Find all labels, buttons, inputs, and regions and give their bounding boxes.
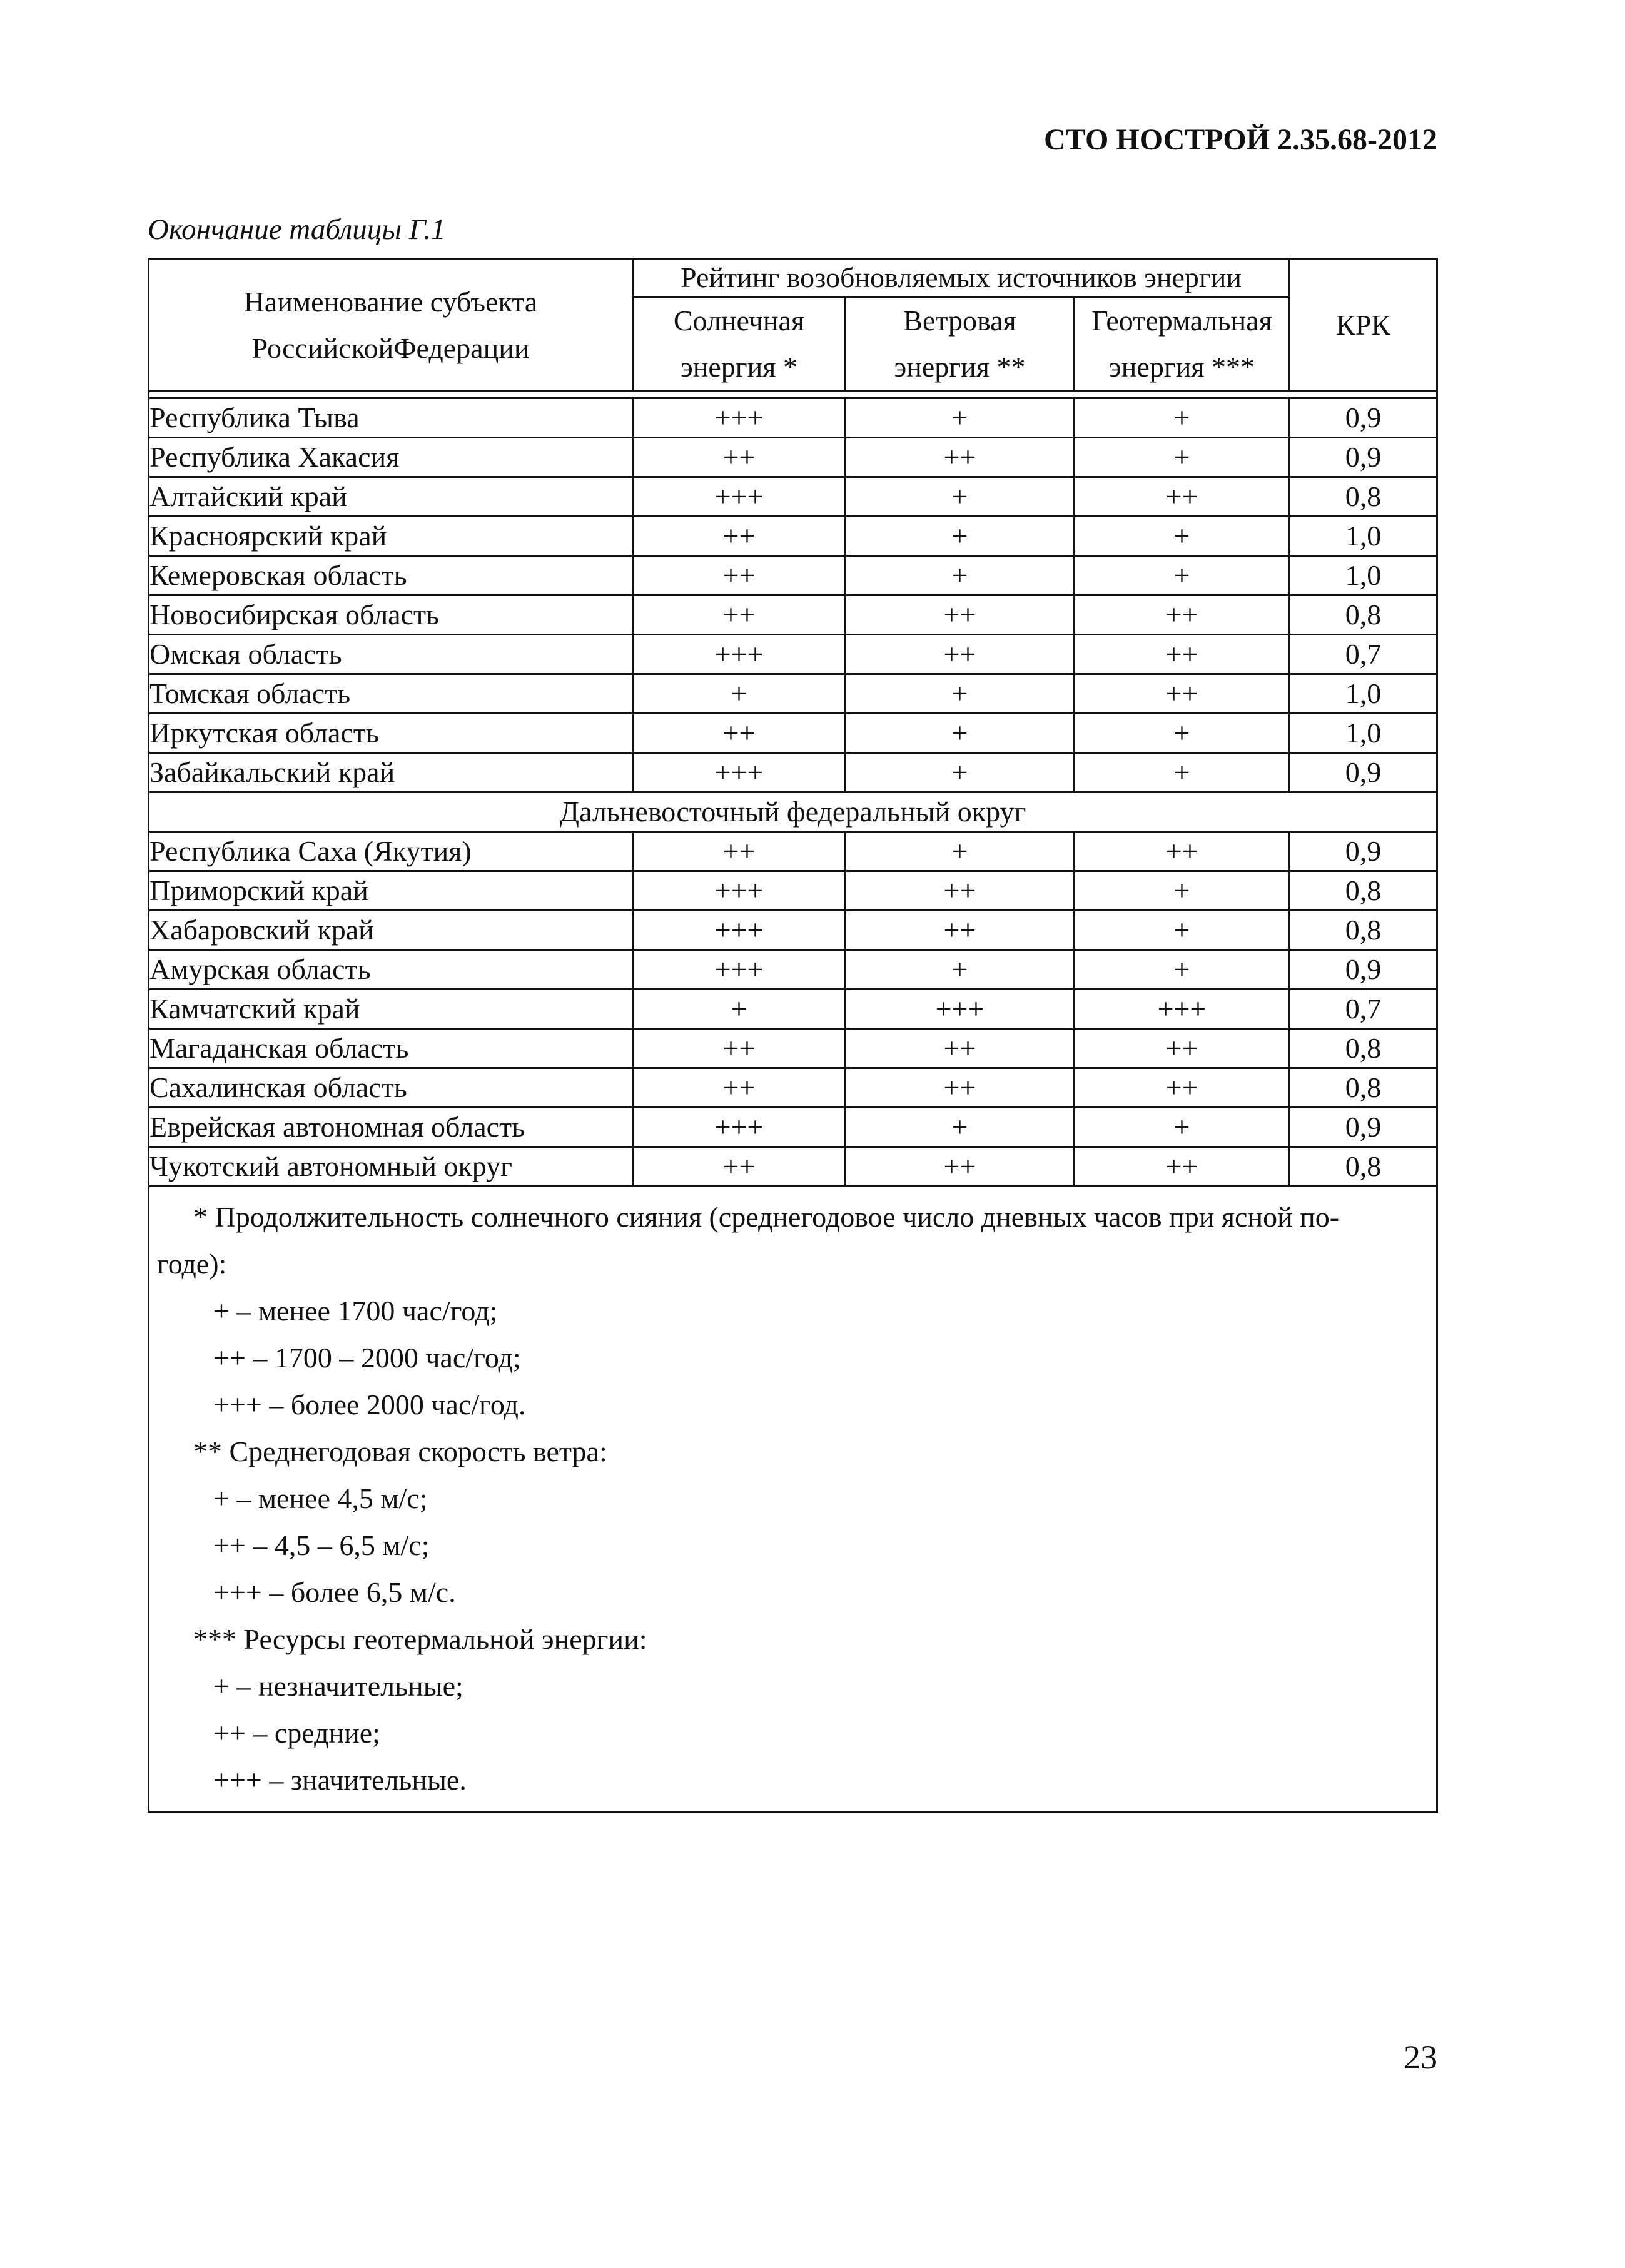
note-solar-title-cont: годе): (157, 1248, 227, 1280)
notes-row (149, 1187, 1437, 1812)
solar-rating-cell: +++ (633, 911, 846, 950)
wind-rating-cell: + (846, 950, 1075, 990)
table-row (149, 990, 1437, 1029)
krk-cell: 0,8 (1290, 595, 1437, 635)
krk-cell: 0,9 (1290, 438, 1437, 477)
section-title: Дальневосточный федеральный округ (149, 792, 1437, 832)
region-cell: Камчатский край (149, 990, 633, 1029)
table-row (149, 517, 1437, 556)
wind-rating-cell: + (846, 753, 1075, 792)
region-cell: Хабаровский край (149, 911, 633, 950)
krk-cell: 0,9 (1290, 1108, 1437, 1147)
document-code: СТО НОСТРОЙ 2.35.68-2012 (1043, 123, 1437, 156)
wind-rating-cell: +++ (846, 990, 1075, 1029)
wind-rating-cell: ++ (846, 1029, 1075, 1068)
table-row (149, 674, 1437, 714)
note-geo-title: *** Ресурсы геотермальной энергии: (193, 1623, 647, 1655)
krk-cell: 0,7 (1290, 990, 1437, 1029)
region-cell: Республика Саха (Якутия) (149, 832, 633, 871)
region-cell: Приморский край (149, 871, 633, 911)
table-row (149, 595, 1437, 635)
note-geo-item: +++ – значительные. (213, 1764, 467, 1796)
krk-cell: 0,7 (1290, 635, 1437, 674)
krk-cell: 0,8 (1290, 1029, 1437, 1068)
solar-rating-cell: ++ (633, 832, 846, 871)
krk-cell: 0,9 (1290, 753, 1437, 792)
krk-cell: 1,0 (1290, 674, 1437, 714)
solar-rating-cell: +++ (633, 398, 846, 438)
wind-rating-cell: + (846, 556, 1075, 595)
region-cell: Магаданская область (149, 1029, 633, 1068)
header-name-line1: Наименование субъекта (243, 285, 538, 318)
geothermal-rating-cell: ++ (1075, 832, 1290, 871)
region-cell: Кемеровская область (149, 556, 633, 595)
note-geo-item: ++ – средние; (213, 1717, 380, 1749)
krk-cell: 1,0 (1290, 714, 1437, 753)
region-cell: Омская область (149, 635, 633, 674)
table-row (149, 871, 1437, 911)
solar-rating-cell: +++ (633, 753, 846, 792)
solar-rating-cell: + (633, 674, 846, 714)
solar-rating-cell: ++ (633, 1029, 846, 1068)
geothermal-rating-cell: + (1075, 871, 1290, 911)
geothermal-rating-cell: ++ (1075, 1029, 1290, 1068)
wind-rating-cell: + (846, 517, 1075, 556)
note-wind-item: +++ – более 6,5 м/с. (213, 1576, 456, 1608)
geothermal-rating-cell: ++ (1075, 1147, 1290, 1187)
table-row (149, 950, 1437, 990)
solar-rating-cell: ++ (633, 438, 846, 477)
region-cell: Забайкальский край (149, 753, 633, 792)
geothermal-rating-cell: + (1075, 517, 1290, 556)
krk-cell: 0,8 (1290, 911, 1437, 950)
geothermal-rating-cell: +++ (1075, 990, 1290, 1029)
region-cell: Республика Тыва (149, 398, 633, 438)
note-solar-item: +++ – более 2000 час/год. (213, 1389, 526, 1420)
wind-rating-cell: ++ (846, 1068, 1075, 1108)
header-wind (846, 297, 1075, 392)
note-geo-item: + – незначительные; (213, 1670, 463, 1702)
geothermal-rating-cell: ++ (1075, 1068, 1290, 1108)
wind-rating-cell: + (846, 398, 1075, 438)
note-wind-title: ** Среднегодовая скорость ветра: (193, 1435, 607, 1467)
geothermal-rating-cell: + (1075, 556, 1290, 595)
note-solar-title: * Продолжительность солнечного сияния (среднегодовое число дневных часов при ясной по- (193, 1201, 1340, 1233)
table-row (149, 556, 1437, 595)
wind-rating-cell: ++ (846, 911, 1075, 950)
geothermal-rating-cell: ++ (1075, 595, 1290, 635)
krk-cell: 1,0 (1290, 517, 1437, 556)
region-cell: Алтайский край (149, 477, 633, 517)
table-row (149, 1029, 1437, 1068)
geothermal-rating-cell: + (1075, 753, 1290, 792)
krk-cell: 0,9 (1290, 832, 1437, 871)
wind-rating-cell: ++ (846, 595, 1075, 635)
wind-rating-cell: ++ (846, 635, 1075, 674)
header-separator (149, 392, 1437, 398)
table-row (149, 635, 1437, 674)
table-row (149, 714, 1437, 753)
region-cell: Амурская область (149, 950, 633, 990)
header-geo-line1: Геотермальная (1091, 305, 1272, 337)
table-caption: Окончание таблицы Г.1 (148, 213, 446, 246)
header-wind-line2: энергия ** (894, 351, 1026, 383)
solar-rating-cell: ++ (633, 1068, 846, 1108)
header-rating-group: Рейтинг возобновляемых источников энергии (633, 259, 1290, 297)
header-krk: КРК (1290, 259, 1437, 392)
geothermal-rating-cell: ++ (1075, 477, 1290, 517)
note-solar-item: ++ – 1700 – 2000 час/год; (213, 1342, 521, 1374)
regions-table (148, 258, 1438, 1813)
note-wind-item: ++ – 4,5 – 6,5 м/с; (213, 1529, 430, 1561)
krk-cell: 0,8 (1290, 1147, 1437, 1187)
wind-rating-cell: ++ (846, 871, 1075, 911)
solar-rating-cell: ++ (633, 556, 846, 595)
table-row (149, 911, 1437, 950)
region-cell: Новосибирская область (149, 595, 633, 635)
header-solar-line2: энергия * (681, 351, 797, 383)
wind-rating-cell: ++ (846, 1147, 1075, 1187)
table-row (149, 398, 1437, 438)
note-solar-item: + – менее 1700 час/год; (213, 1295, 498, 1327)
header-region-name (149, 259, 633, 392)
header-geo-line2: энергия *** (1109, 351, 1255, 383)
note-wind-item: + – менее 4,5 м/с; (213, 1482, 428, 1514)
wind-rating-cell: + (846, 1108, 1075, 1147)
krk-cell: 0,8 (1290, 477, 1437, 517)
region-cell: Иркутская область (149, 714, 633, 753)
solar-rating-cell: +++ (633, 950, 846, 990)
solar-rating-cell: +++ (633, 871, 846, 911)
solar-rating-cell: +++ (633, 477, 846, 517)
wind-rating-cell: + (846, 714, 1075, 753)
solar-rating-cell: +++ (633, 1108, 846, 1147)
region-cell: Республика Хакасия (149, 438, 633, 477)
table-row (149, 753, 1437, 792)
solar-rating-cell: ++ (633, 517, 846, 556)
wind-rating-cell: + (846, 674, 1075, 714)
header-solar-line1: Солнечная (673, 305, 805, 337)
header-geothermal (1075, 297, 1290, 392)
page-number: 23 (1404, 2038, 1437, 2076)
region-cell: Сахалинская область (149, 1068, 633, 1108)
solar-rating-cell: ++ (633, 595, 846, 635)
krk-cell: 0,8 (1290, 871, 1437, 911)
geothermal-rating-cell: + (1075, 438, 1290, 477)
geothermal-rating-cell: + (1075, 714, 1290, 753)
table-row (149, 438, 1437, 477)
header-name-line2: РоссийскойФедерации (251, 332, 530, 364)
region-cell: Красноярский край (149, 517, 633, 556)
table-row (149, 477, 1437, 517)
section-row (149, 792, 1437, 832)
table-body (149, 392, 1437, 1812)
geothermal-rating-cell: + (1075, 1108, 1290, 1147)
solar-rating-cell: +++ (633, 635, 846, 674)
geothermal-rating-cell: + (1075, 911, 1290, 950)
solar-rating-cell: ++ (633, 714, 846, 753)
wind-rating-cell: + (846, 832, 1075, 871)
krk-cell: 1,0 (1290, 556, 1437, 595)
geothermal-rating-cell: + (1075, 950, 1290, 990)
notes (149, 1187, 1437, 1812)
solar-rating-cell: ++ (633, 1147, 846, 1187)
solar-rating-cell: + (633, 990, 846, 1029)
region-cell: Чукотский автономный округ (149, 1147, 633, 1187)
table-row (149, 1108, 1437, 1147)
region-cell: Томская область (149, 674, 633, 714)
region-cell: Еврейская автономная область (149, 1108, 633, 1147)
krk-cell: 0,8 (1290, 1068, 1437, 1108)
table-row (149, 832, 1437, 871)
geothermal-rating-cell: ++ (1075, 635, 1290, 674)
table-row (149, 1147, 1437, 1187)
wind-rating-cell: ++ (846, 438, 1075, 477)
krk-cell: 0,9 (1290, 398, 1437, 438)
wind-rating-cell: + (846, 477, 1075, 517)
table-row (149, 1068, 1437, 1108)
geothermal-rating-cell: + (1075, 398, 1290, 438)
krk-cell: 0,9 (1290, 950, 1437, 990)
header-solar (633, 297, 846, 392)
geothermal-rating-cell: ++ (1075, 674, 1290, 714)
header-wind-line1: Ветровая (903, 305, 1016, 337)
